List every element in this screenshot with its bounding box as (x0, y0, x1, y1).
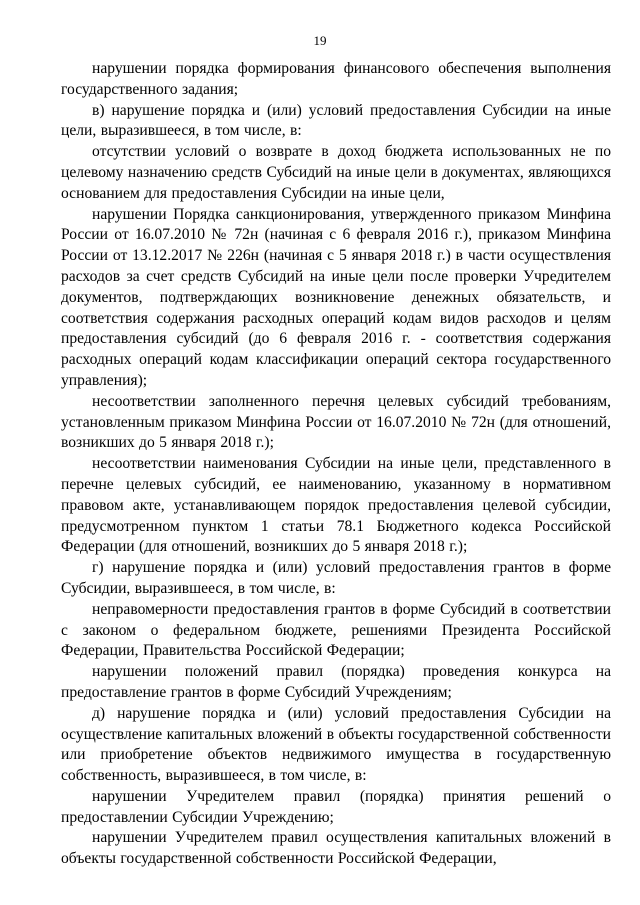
page-number: 19 (313, 33, 327, 48)
paragraph: д) нарушение порядка и (или) условий предоставления Субсидии на осуществление капитальных вложений в объекты государственной собственности или приобретение объектов недвижимого имущества в государственную собственность, выразившееся, в том числе, в: (61, 704, 611, 785)
paragraph: нарушении Порядка санкционирования, утвержденного приказом Минфина России от 16.07.2010 № 72н (начиная с 6 февраля 2016 г.), приказом Минфина России от 13.12.2017 № 226н (начиная с 5 января 2018 г.) в части осуществления расходов за счет средств Субсидий на иные цели после проверки Учредителем документов, подтверждающих возникновение денежных обязательств, и соответствия содержания расходных операций кодам видов расходов и целям предоставления субсидий (до 6 февраля 2016 г. - соответствия содержания расходных операций кодам классификации операций сектора государственного управления); (61, 205, 611, 389)
paragraph: нарушении Учредителем правил (порядка) принятия решений о предоставлении Субсидии Учреждению; (61, 787, 611, 826)
paragraph: отсутствии условий о возврате в доход бюджета использованных не по целевому назначению средств Субсидий на иные цели в документах, являющихся основанием для предоставления Субсидии на иные цели, (61, 143, 611, 202)
paragraph: нарушении Учредителем правил осуществления капитальных вложений в объекты государственной собственности Российской Федерации, (61, 829, 611, 868)
paragraph: несоответствии заполненного перечня целевых субсидий требованиям, установленным приказом Минфина России от 16.07.2010 № 72н (для отношений, возникших до 5 января 2018 г.); (61, 392, 611, 452)
paragraph: в) нарушение порядка и (или) условий предоставления Субсидии на иные цели, выразившееся, в том числе, в: (61, 101, 611, 140)
paragraph: несоответствии наименования Субсидии на иные цели, представленного в перечне целевых субсидий, ее наименованию, указанному в нормативном правовом акте, устанавливающем порядок предоставления целевой субсидии, предусмотренном пунктом 1 статьи 78.1 Бюджетного кодекса Российской Федерации (для отношений, возникших до 5 января 2018 г.); (61, 455, 611, 556)
body-text (61, 59, 611, 870)
paragraph: г) нарушение порядка и (или) условий предоставления грантов в форме Субсидии, выразившееся, в том числе, в: (61, 559, 611, 597)
paragraph: неправомерности предоставления грантов в форме Субсидий в соответствии с законом о федеральном бюджете, решениями Президента Российской Федерации, Правительства Российской Федерации; (61, 600, 611, 660)
paragraph: нарушении положений правил (порядка) проведения конкурса на предоставление грантов в форме Субсидий Учреждениям; (61, 663, 611, 701)
paragraph: нарушении порядка формирования финансового обеспечения выполнения государственного задания; (61, 60, 611, 98)
